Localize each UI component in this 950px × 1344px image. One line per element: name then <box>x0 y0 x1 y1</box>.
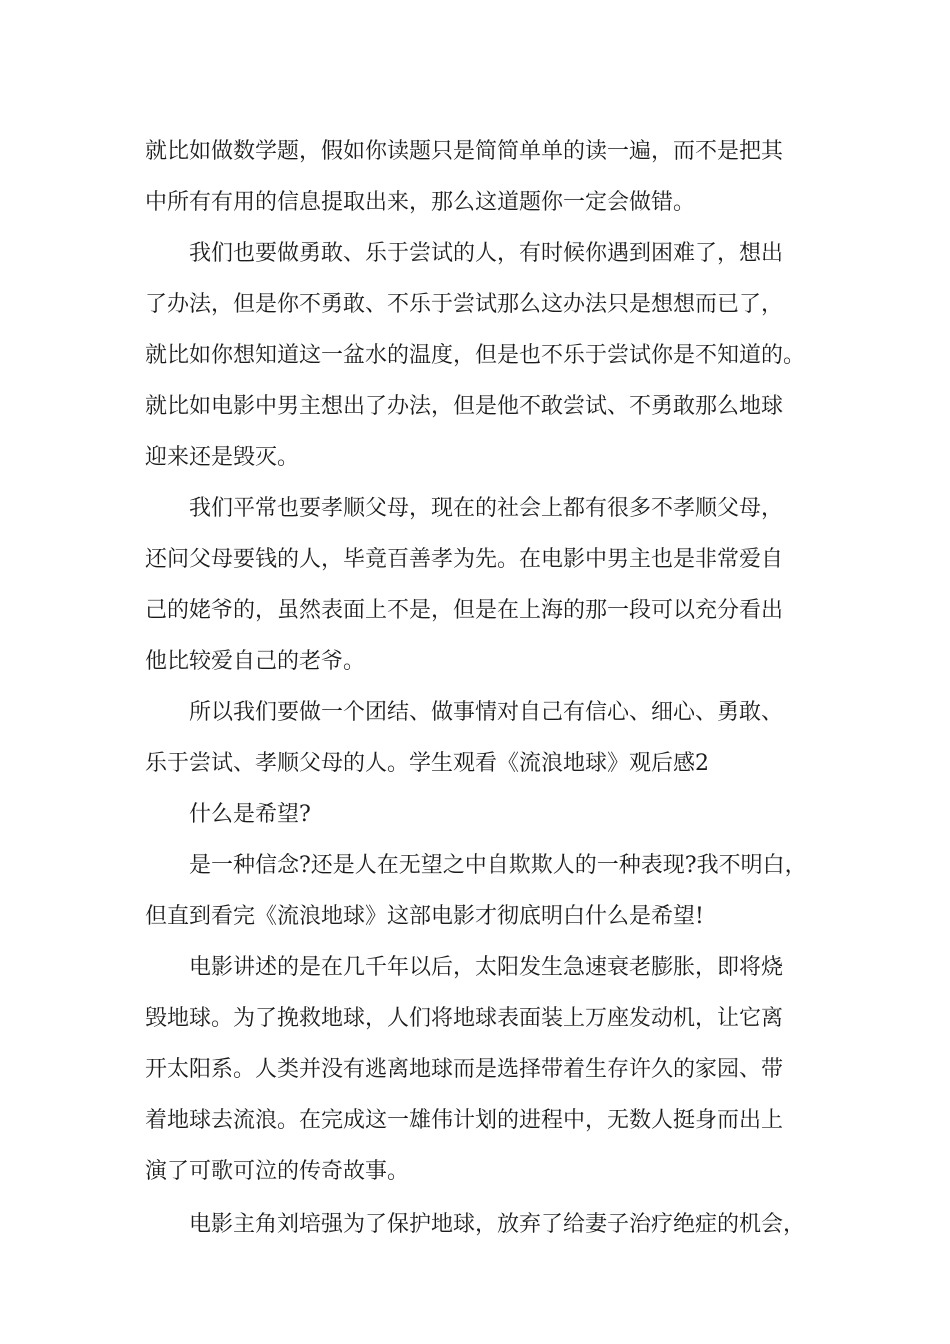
text-line: 毁地球。为了挽救地球，人们将地球表面装上万座发动机，让它离 <box>145 1006 784 1031</box>
text-line: 就比如你想知道这一盆水的温度，但是也不乐于尝试你是不知道的。 <box>145 343 806 368</box>
text-line: 就比如做数学题，假如你读题只是简简单单的读一遍，而不是把其 <box>145 139 784 164</box>
text-line: 但直到看完《流浪地球》这部电影才彻底明白什么是希望! <box>145 904 704 929</box>
text-line: 电影主角刘培强为了保护地球，放弃了给妻子治疗绝症的机会， <box>189 1212 806 1237</box>
text-line: 演了可歌可泣的传奇故事。 <box>145 1159 410 1184</box>
document-body <box>145 126 815 1250</box>
text-line: 着地球去流浪。在完成这一雄伟计划的进程中，无数人挺身而出上 <box>145 1108 784 1133</box>
text-line: 中所有有用的信息提取出来，那么这道题你一定会做错。 <box>145 190 696 215</box>
text-line: 乐于尝试、孝顺父母的人。学生观看《流浪地球》观后感2 <box>145 751 709 776</box>
text-line: 开太阳系。人类并没有逃离地球而是选择带着生存许久的家园、带 <box>145 1057 784 1082</box>
text-line: 什么是希望? <box>189 802 311 827</box>
text-line: 电影讲述的是在几千年以后，太阳发生急速衰老膨胀，即将烧 <box>189 955 784 980</box>
text-line: 迎来还是毁灭。 <box>145 445 300 470</box>
text-line: 己的姥爷的，虽然表面上不是，但是在上海的那一段可以充分看出 <box>145 598 784 623</box>
text-line: 还问父母要钱的人，毕竟百善孝为先。在电影中男主也是非常爱自 <box>145 547 784 572</box>
text-line: 所以我们要做一个团结、做事情对自己有信心、细心、勇敢、 <box>189 700 784 725</box>
text-line: 就比如电影中男主想出了办法，但是他不敢尝试、不勇敢那么地球 <box>145 394 784 419</box>
text-line: 是一种信念?还是人在无望之中自欺欺人的一种表现?我不明白， <box>189 853 807 878</box>
text-line: 了办法，但是你不勇敢、不乐于尝试那么这办法只是想想而已了， <box>145 292 784 317</box>
text-line: 我们也要做勇敢、乐于尝试的人，有时候你遇到困难了，想出 <box>189 241 784 266</box>
text-line: 他比较爱自己的老爷。 <box>145 649 366 674</box>
text-line: 我们平常也要孝顺父母，现在的社会上都有很多不孝顺父母， <box>189 496 784 521</box>
